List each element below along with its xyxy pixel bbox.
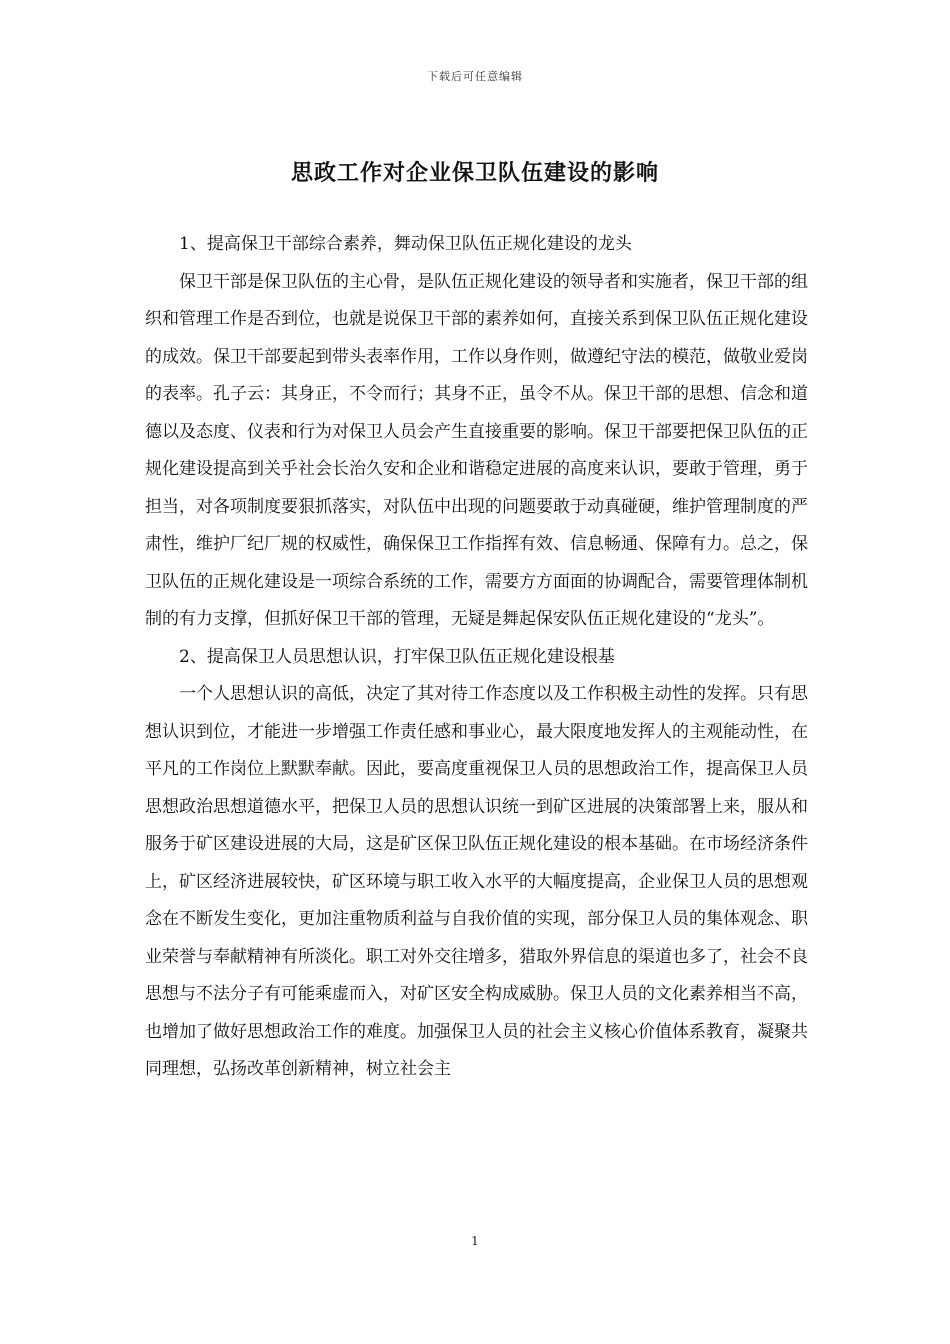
section-1-heading: 1、提高保卫干部综合素养，舞动保卫队伍正规化建设的龙头 <box>179 234 632 254</box>
section-2-heading: 2、提高保卫人员思想认识，打牢保卫队伍正规化建设根基 <box>179 646 615 667</box>
section-2-paragraph: 一个人思想认识的高低，决定了其对待工作态度以及工作积极主动性的发挥。只有思想认识到位，才能进一步增强工作责任感和事业心，最大限度地发挥人的主观能动性，在平凡的工作岗位上默默奉献。因此，要高度重视保卫人员的思想政治工作，提高保卫人员思想政治思想道德水平，把保卫人员的思想认识统一到矿区进展的决策部署上来，服从和服务于矿区建设进展的大局，这是矿区保卫队伍正规化建设的根本基础。在市场经济条件上，矿区经济进展较快，矿区环境与职工收入水平的大幅度提高，企业保卫人员的思想观念在不断发生变化，更加注重物质利益与自我价值的实现，部分保卫人员的集体观念、职业荣誉与奉献精神有所淡化。职工对外交往增多，猎取外界信息的渠道也多了，社会不良思想与不法分子有可能乘虚而入，对矿区安全构成威胁。保卫人员的文化素养相当不高，也增加了做好思想政治工作的难度。加强保卫人员的社会主义核心价值体系教育，凝聚共同理想，弘扬改革创新精神，树立社会主 <box>145 684 808 1079</box>
page-number: 1 <box>471 1234 479 1248</box>
document-body <box>145 226 808 1089</box>
header-note: 下载后可任意编辑 <box>427 70 523 83</box>
document-title: 思政工作对企业保卫队伍建设的影响 <box>290 160 659 186</box>
section-1-paragraph: 保卫干部是保卫队伍的主心骨，是队伍正规化建设的领导者和实施者，保卫干部的组织和管理工作是否到位，也就是说保卫干部的素养如何，直接关系到保卫队伍正规化建设的成效。保卫干部要起到带头表率作用，工作以身作则，做遵纪守法的模范，做敬业爱岗的表率。孔子云：其身正，不令而行；其身不正，虽令不从。保卫干部的思想、信念和道德以及态度、仪表和行为对保卫人员会产生直接重要的影响。保卫干部要把保卫队伍的正规化建设提高到关乎社会长治久安和企业和谐稳定进展的高度来认识，要敢于管理，勇于担当，对各项制度要狠抓落实，对队伍中出现的问题要敢于动真碰硬，维护管理制度的严肃性，维护厂纪厂规的权威性，确保保卫工作指挥有效、信息畅通、保障有力。总之，保卫队伍的正规化建设是一项综合系统的工作，需要方方面面的协调配合，需要管理体制机制的有力支撑，但抓好保卫干部的管理，无疑是舞起保安队伍正规化建设的“龙头”。 <box>145 271 808 629</box>
